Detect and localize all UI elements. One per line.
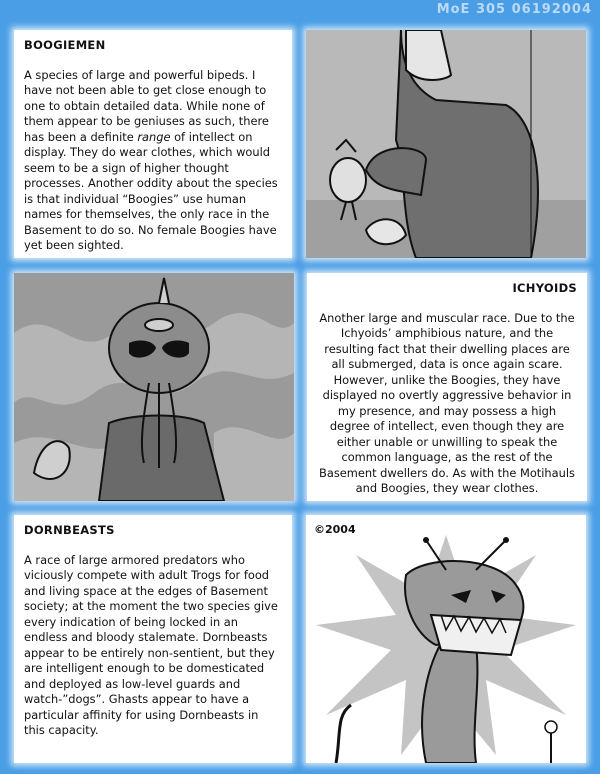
copyright-notice: ©2004 [314,523,356,536]
ichyoid-illustration [14,273,294,501]
dornbeasts-text-panel [14,515,292,763]
boogiemen-title: BOOGIEMEN [24,38,106,52]
ichyoids-title: ICHYOIDS [512,281,577,295]
dornbeast-illustration [306,515,586,763]
ichyoids-text-panel [307,273,587,501]
dornbeasts-description: A race of large armored predators who viciously compete with adult Trogs for food and living space at the edges of Basement society; at the moment the two species give every indication of being locked in an endless and bloody stalemate. Dornbeasts appear to be entirely non-sentient, but they are intelligent enough to be domesticated and deployed as low-level guards and watch-”dogs”. Ghasts appear to have a particular affinity for using Dornbeasts in this capacity. [24,552,278,737]
ichyoids-description: Another large and muscular race. Due to the Ichyoids’ amphibious nature, and the resulting fact that their dwelling places are all submerged, data is once again scare. However, unlike the Boogies, they have displayed no overtly aggressive behavior in my presence, and may possess a high degree of intellect, even though they are either unable or unwilling to speak the common language, as the rest of the Basement dwellers do. As with the Motihauls and Boogies, they wear clothes. [319,310,575,495]
page-header-code: MoE 305 06192004 [436,2,592,17]
boogiemen-text-panel [14,30,292,258]
ichyoid-drawing [14,273,294,501]
boogieman-illustration [306,30,586,258]
range-emphasis: range [137,129,171,144]
boogieman-drawing [306,30,586,258]
dornbeasts-title: DORNBEASTS [24,523,115,537]
dornbeast-drawing [306,515,586,763]
boogiemen-description: A species of large and powerful bipeds. I have not been able to get close enough to one to obtain detailed data. While none of them appear to be geniuses as such, there has been a definite range of intellect on display. They do wear clothes, which would seem to be a sign of higher thought processes. Another oddity about the species is that individual “Boogies” use human names for themselves, the only race in the Basement to do so. No female Boogies have yet been sighted. [24,67,278,252]
